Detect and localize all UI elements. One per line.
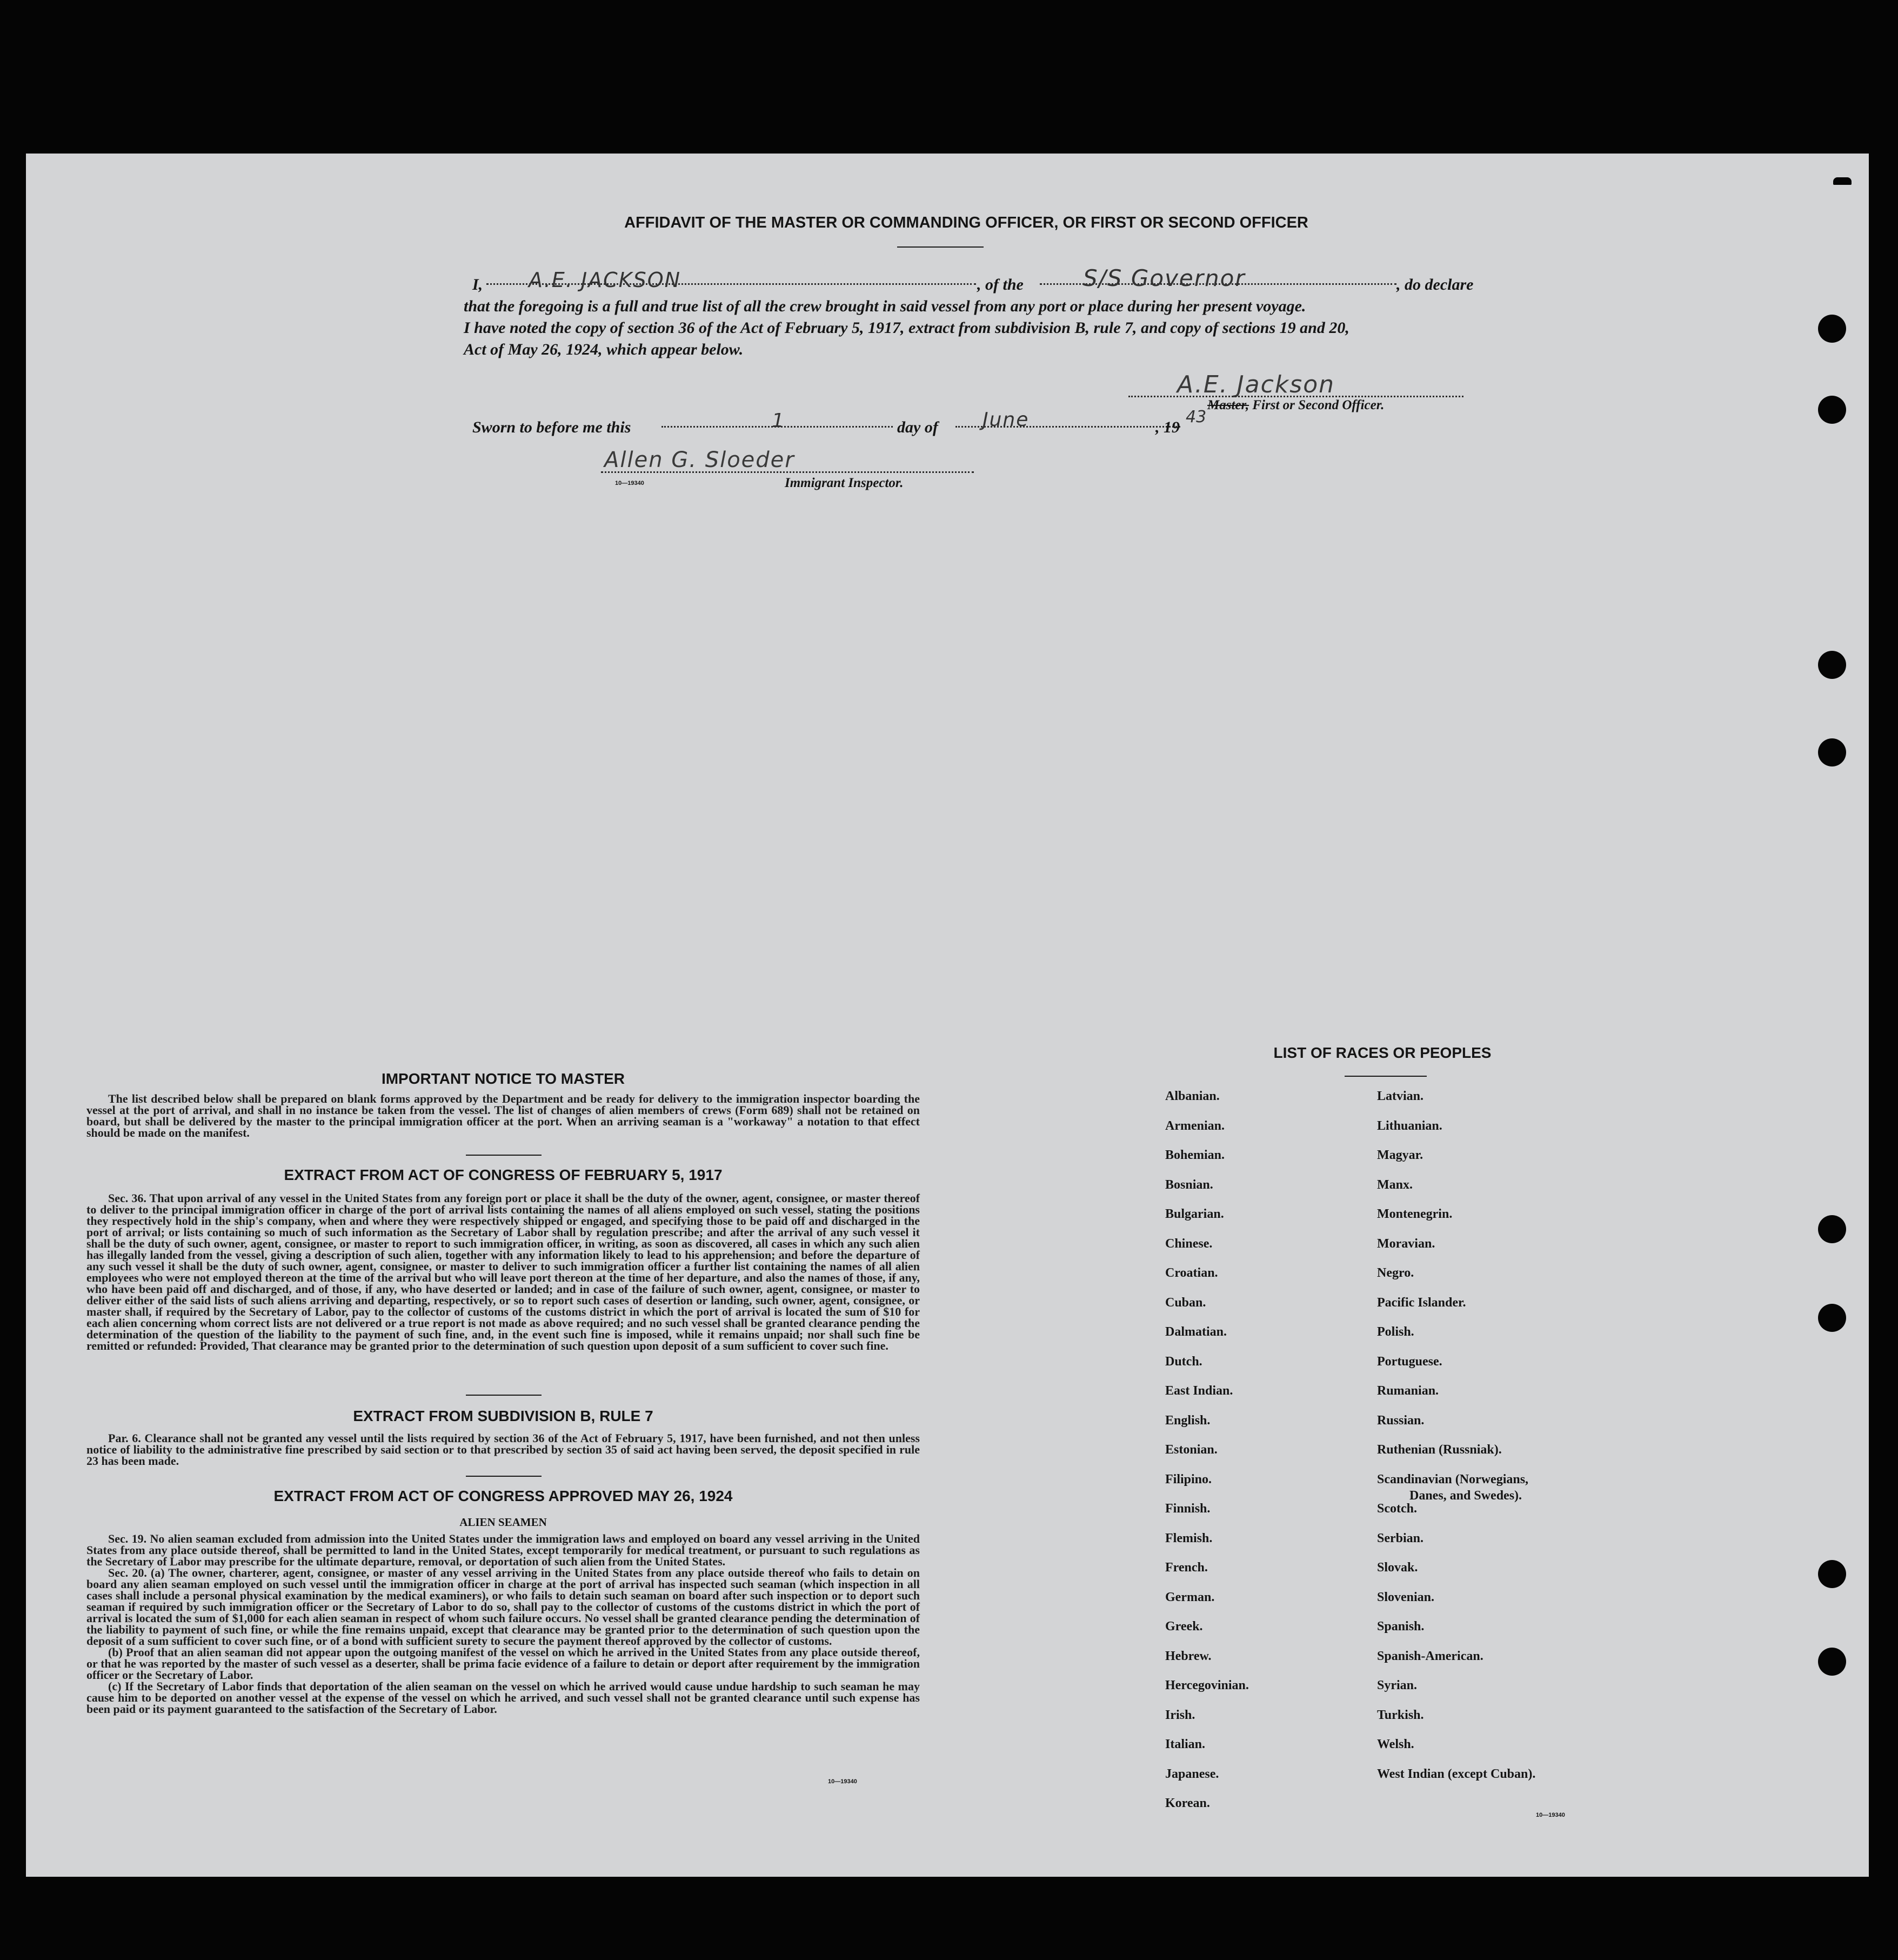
extract-1924-text (86, 1533, 920, 1715)
race-item: Manx. (1377, 1177, 1413, 1192)
race-item: Filipino. (1165, 1472, 1212, 1486)
race-item: Scotch. (1377, 1502, 1417, 1516)
race-item: Danes, and Swedes). (1409, 1488, 1522, 1503)
extract-1917-paragraph: Sec. 36. That upon arrival of any vessel in the United States from any foreign port or place it shall be the duty of the owner, agent, consignee, or master thereof to deliver to the principal immigration officer in charge of the port of arrival lists containing the names of all aliens employed on such vessel, stating the positions they respectively hold in the ship's company, when and where they were respectively shipped or engaged, and specifying those to be paid off and discharged in the port of arrival; or lists containing so much of such information as the Secretary of Labor shall by regulation prescribe; and after the arrival of any such vessel it shall be the duty of such owner, agent, consignee, or master to report to such immigration officer, in writing, as soon as discovered, all cases in which any such alien has illegally landed from the vessel, giving a description of such alien, together with any information likely to lead to his apprehension; and before the departure of any such vessel it shall be the duty of such owner, agent, consignee, or master to deliver to such immigration officer a further list containing the names of all alien employees who were not employed thereon at the time of the arrival but who will leave port thereon at the time of her departure, and also the names of those, if any, who have been paid off and discharged, and of those, if any, who have deserted or landed; and in case of the failure of such owner, agent, consignee, or master to deliver either of the said lists of such aliens arriving and departing, respectively, or so to report such cases of desertion or landing, such owner, agent, consignee, or master shall, if required by the Secretary of Labor, pay to the collector of customs of the customs district in which the port of arrival is located the sum of $10 for each alien concerning whom correct lists are not delivered or a true report is not made as above required; and no such vessel shall be granted clearance pending the determination of the question of the liability to the payment of such fine, and, in the event such fine is imposed, while it remains unpaid; nor shall such fine be remitted or refunded: Provided, That clearance may be granted prior to the determination of such question upon deposit of a sum sufficient to cover such fine. (86, 1191, 920, 1352)
race-item: Finnish. (1165, 1502, 1211, 1516)
day-of-text: day of (897, 418, 938, 436)
race-item: East Indian. (1165, 1384, 1233, 1398)
race-item: Welsh. (1377, 1737, 1414, 1751)
inspector-caption: Immigrant Inspector. (785, 476, 904, 490)
race-item: French. (1165, 1561, 1208, 1575)
race-item: Korean. (1165, 1796, 1210, 1810)
master-name: A.E. JACKSON (529, 268, 681, 292)
race-item: Flemish. (1165, 1531, 1213, 1545)
sworn-day: 1 (772, 410, 785, 432)
race-item: Croatian. (1165, 1266, 1218, 1280)
race-item: Russian. (1377, 1413, 1425, 1428)
document-sheet (26, 154, 1869, 1877)
affidavit-title: AFFIDAVIT OF THE MASTER OR COMMANDING OFFICER, OR FIRST OR SECOND OFFICER (624, 214, 1308, 231)
divider-1 (466, 1155, 542, 1156)
race-item: Armenian. (1165, 1118, 1225, 1133)
affidavit-line4: Act of May 26, 1924, which appear below. (464, 341, 744, 358)
extract-1924-title: EXTRACT FROM ACT OF CONGRESS APPROVED MAY 26, 1924 (273, 1488, 733, 1504)
punch-hole (1818, 1215, 1846, 1243)
race-item: Spanish-American. (1377, 1649, 1483, 1663)
race-item: Japanese. (1165, 1766, 1219, 1781)
punch-hole (1818, 738, 1846, 766)
race-item: English. (1165, 1413, 1211, 1428)
race-item: Bosnian. (1165, 1177, 1213, 1192)
race-item: Cuban. (1165, 1295, 1206, 1310)
race-item: Albanian. (1165, 1089, 1220, 1103)
divider-3 (466, 1476, 542, 1477)
race-item: Ruthenian (Russniak). (1377, 1443, 1502, 1457)
race-item: Syrian. (1377, 1678, 1418, 1692)
race-item: Turkish. (1377, 1708, 1424, 1722)
punch-hole (1818, 315, 1846, 343)
extract-rule7-text (86, 1432, 920, 1466)
races-divider (1345, 1076, 1427, 1077)
master-caption-struck: Master, (1207, 398, 1249, 412)
race-item: Lithuanian. (1377, 1118, 1442, 1133)
extract-rule7-title: EXTRACT FROM SUBDIVISION B, RULE 7 (353, 1408, 653, 1424)
extract-rule7-paragraph: Par. 6. Clearance shall not be granted any vessel until the lists required by section 36 of the Act of February 5, 1917, have been furnished, and not then unless notice of liability to the administrative fine prescribed by said section or to that prescribed by section 35 of said act having been served, the deposit specified in rule 23 has been made. (86, 1431, 920, 1468)
year-prefix: , 19 (1155, 418, 1180, 436)
race-item: Dutch. (1165, 1354, 1202, 1369)
race-item: Chinese. (1165, 1236, 1213, 1251)
affidavit-form-number: 10—19340 (615, 480, 644, 486)
sec19-paragraph: Sec. 19. No alien seaman excluded from admission into the United States under the immigration laws and employed on board any vessel arriving in the United States from any place outside thereof, shall be permitted to land in the United States, except temporarily for medical treatment, or pursuant to such regulations as the Secretary of Labor may prescribe for the ultimate departure, removal, or deportation of such alien from the United States. (86, 1532, 920, 1568)
sec20b-paragraph: (b) Proof that an alien seaman did not appear upon the outgoing manifest of the vessel on which he arrived in the United States from any place outside thereof, or that he was reported by the master of such vessel as a deserter, shall be prima facie evidence of a failure to detain or deport after requirement by the immigration officer or the Secretary of Labor. (86, 1645, 920, 1682)
race-item: Pacific Islander. (1377, 1295, 1466, 1310)
races-title: LIST OF RACES OR PEOPLES (1273, 1044, 1492, 1061)
race-item: Magyar. (1377, 1148, 1424, 1162)
race-item: Rumanian. (1377, 1384, 1439, 1398)
title-divider (897, 246, 984, 248)
extract-1924-subtitle: ALIEN SEAMEN (459, 1516, 547, 1529)
vessel-name: S/S Governor (1083, 265, 1246, 291)
notice-title: IMPORTANT NOTICE TO MASTER (381, 1070, 625, 1087)
punch-hole (1818, 651, 1846, 679)
punch-notch (1833, 177, 1852, 185)
race-item: Bohemian. (1165, 1148, 1225, 1162)
sec20a-paragraph: Sec. 20. (a) The owner, charterer, agent, consignee, or master of any vessel arriving in the United States from any place outside thereof who fails to detain on board any alien seaman employed on such vessel until the immigration officer in charge at the port of arrival has inspected such seaman (which inspection in all cases shall include a personal physical examination by the medical examiners), or who fails to detain such seaman on board after such inspection or to deport such seaman if required by such immigration officer or the Secretary of Labor to do so, shall pay to the collector of customs of the customs district in which the port of arrival is located the sum of $1,000 for each alien seaman in respect of whom such failure occurs. No vessel shall be granted clearance pending the determination of the liability to payment of such fine, or while the fine remains unpaid, except that clearance may be granted prior to the determination of such question upon the deposit of a sum sufficient to cover such fine, or of a bond with sufficient surety to secure the payment thereof approved by the collector of customs. (86, 1566, 920, 1648)
race-item: Portuguese. (1377, 1354, 1442, 1369)
punch-hole (1818, 1648, 1846, 1676)
race-item: West Indian (except Cuban). (1377, 1766, 1536, 1781)
race-item: Estonian. (1165, 1443, 1218, 1457)
race-item: Scandinavian (Norwegians, (1377, 1472, 1529, 1486)
race-item: Hebrew. (1165, 1649, 1212, 1663)
affidavit-line3: I have noted the copy of section 36 of the Act of February 5, 1917, extract from subdivision B, rule 7, and copy of sections 19 and 20, (464, 319, 1349, 337)
notice-paragraph: The list described below shall be prepared on blank forms approved by the Department and be ready for delivery to the immigration inspector boarding the vessel at the port of arrival, and shall in no instance be taken from the vessel. The list of changes of alien members of crews (Form 689) shall not be retained on board, but shall be delivered by the master to the principal immigration officer at the port. When an arriving seaman is a "workaway" a notation to that effect should be made on the manifest. (86, 1092, 920, 1139)
sworn-lead: Sworn to before me this (472, 418, 631, 436)
extract-1917-title: EXTRACT FROM ACT OF CONGRESS OF FEBRUARY 5, 1917 (284, 1166, 723, 1183)
race-item: Dalmatian. (1165, 1325, 1227, 1339)
affidavit-line2: that the foregoing is a full and true list of all the crew brought in said vessel from any port or place during her present voyage. (464, 297, 1306, 315)
inspector-signature: Allen G. Sloeder (604, 448, 795, 472)
race-item: Slovenian. (1377, 1590, 1435, 1604)
race-item: Negro. (1377, 1266, 1414, 1280)
race-item: German. (1165, 1590, 1215, 1604)
master-caption-rest: First or Second Officer. (1249, 398, 1385, 412)
race-item: Latvian. (1377, 1089, 1424, 1103)
sworn-month: June (983, 409, 1030, 431)
race-item: Serbian. (1377, 1531, 1424, 1545)
master-signature-line (1128, 396, 1463, 397)
race-item: Spanish. (1377, 1619, 1425, 1634)
race-item: Slovak. (1377, 1561, 1418, 1575)
race-item: Hercegovinian. (1165, 1678, 1249, 1692)
punch-hole (1818, 1560, 1846, 1588)
race-item: Montenegrin. (1377, 1207, 1453, 1221)
notice-text (86, 1093, 920, 1138)
punch-hole (1818, 1304, 1846, 1332)
race-item: Polish. (1377, 1325, 1414, 1339)
master-caption (1207, 398, 1384, 413)
master-signature: A.E. Jackson (1177, 371, 1335, 398)
divider-2 (466, 1395, 542, 1396)
of-the-text: , of the (977, 276, 1024, 294)
year-suffix: 43 (1186, 408, 1207, 426)
extract-form-number: 10—19340 (828, 1778, 857, 1785)
race-item: Irish. (1165, 1708, 1195, 1722)
race-item: Italian. (1165, 1737, 1206, 1751)
extract-1917-text (86, 1192, 920, 1351)
sec20c-paragraph: (c) If the Secretary of Labor finds that deportation of the alien seaman on the vessel on which he arrived would cause undue hardship to such seaman he may cause him to be deported on another vessel at the expense of the vessel on which he arrived, and such vessel shall not be granted clearance until such expense has been paid or its payment guaranteed to the satisfaction of the Secretary of Labor. (86, 1679, 920, 1716)
affidavit-i: I, (472, 276, 483, 294)
races-form-number: 10—19340 (1536, 1812, 1565, 1818)
race-item: Moravian. (1377, 1236, 1435, 1251)
punch-hole (1818, 396, 1846, 424)
race-item: Greek. (1165, 1619, 1203, 1634)
race-item: Bulgarian. (1165, 1207, 1224, 1221)
inspector-signature-line (601, 471, 974, 473)
do-declare-text: , do declare (1396, 276, 1474, 294)
